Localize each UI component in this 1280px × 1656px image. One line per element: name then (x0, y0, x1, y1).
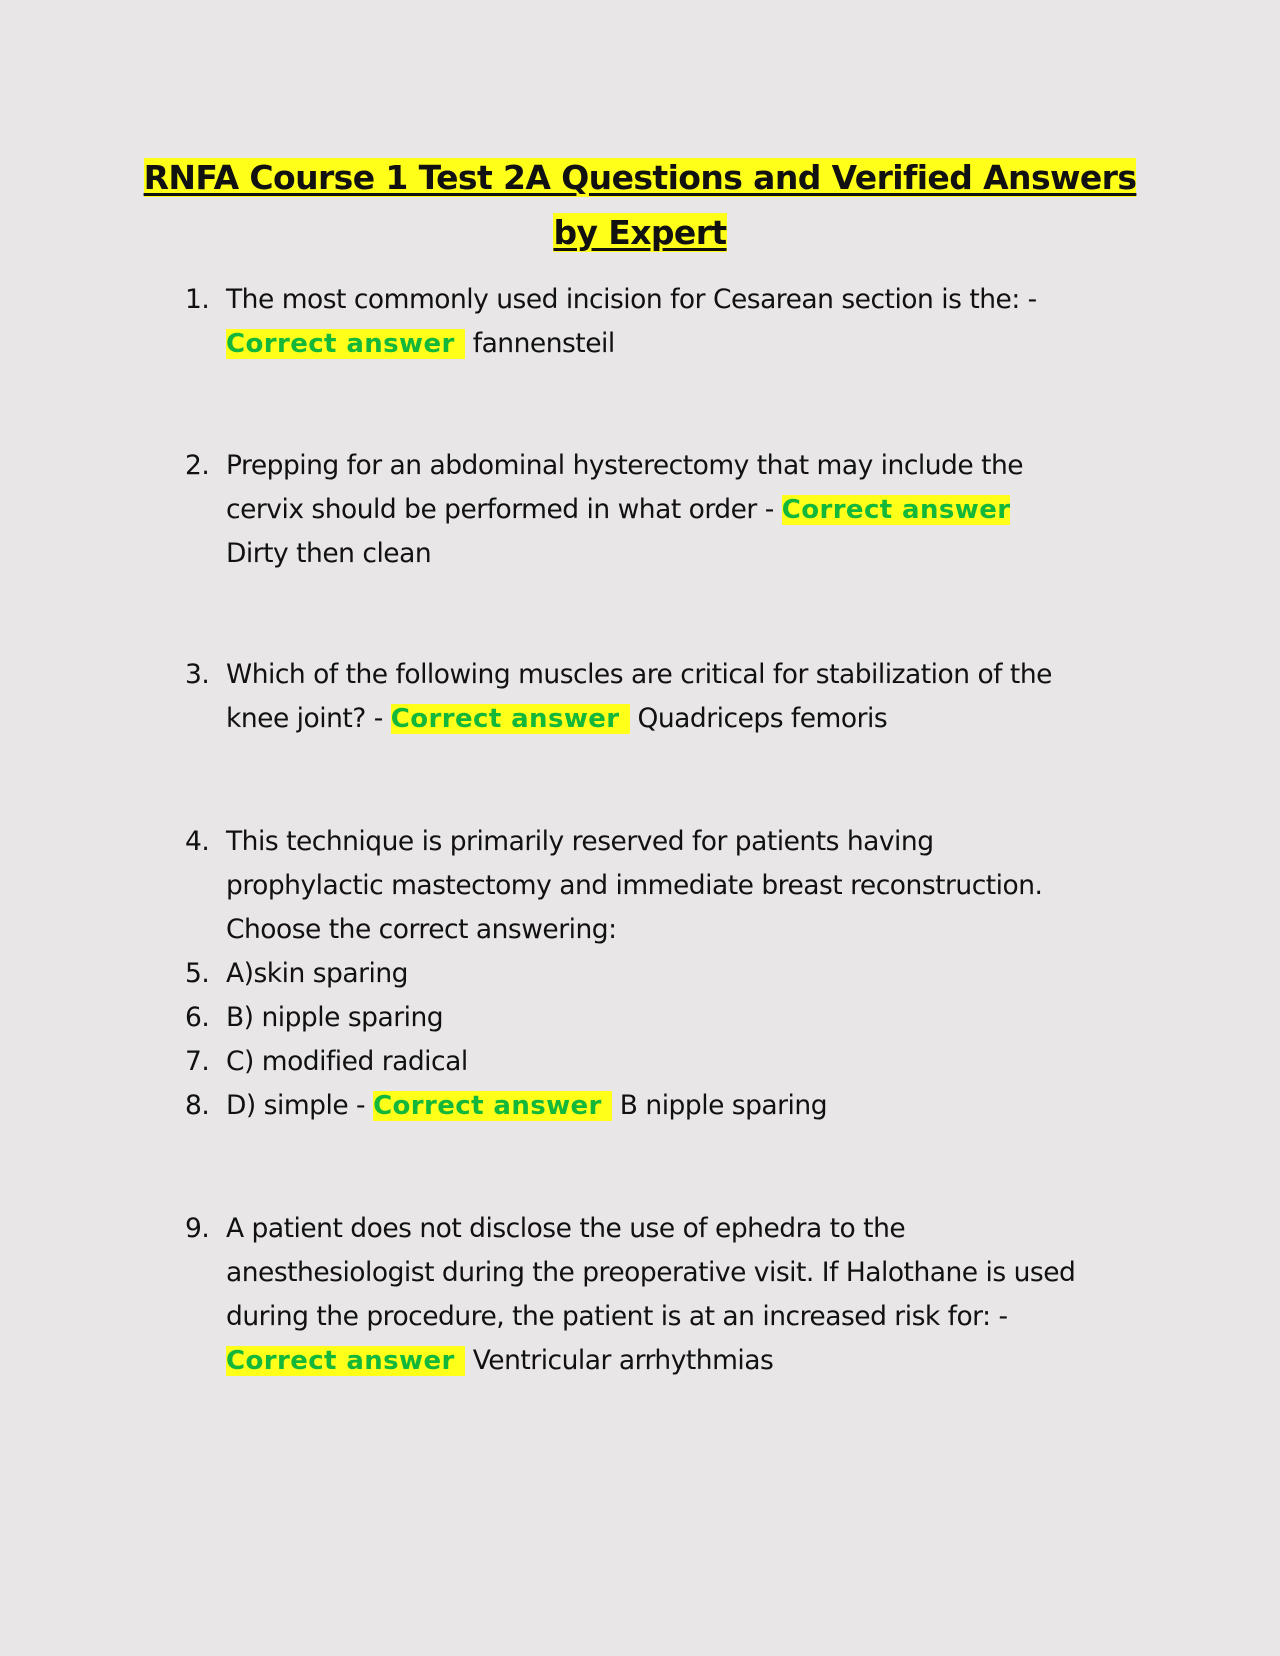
question-text: knee joint? - (226, 703, 383, 734)
question-number: 2. (185, 450, 210, 481)
answer-text: fannensteil (472, 328, 615, 359)
option-text: D) simple - (226, 1090, 366, 1121)
question-number: 3. (185, 659, 210, 690)
question-9 (185, 1207, 1145, 1383)
option-c (185, 1040, 1145, 1084)
option-d (185, 1084, 1145, 1128)
question-1 (185, 278, 1145, 366)
answer-text: Ventricular arrhythmias (472, 1345, 774, 1376)
question-4 (185, 820, 1145, 1128)
question-text: cervix should be performed in what order - (226, 494, 774, 525)
question-number: 9. (185, 1213, 210, 1244)
title-line-2: by Expert (553, 213, 727, 252)
question-number: 1. (185, 284, 210, 315)
option-a (185, 952, 1145, 996)
answer-text: B nipple sparing (619, 1090, 828, 1121)
option-b (185, 996, 1145, 1040)
correct-answer-label: Correct answer (226, 1346, 465, 1376)
option-text: B) nipple sparing (226, 1002, 444, 1033)
question-text: Which of the following muscles are critical for stabilization of the (226, 659, 1052, 690)
option-text: A)skin sparing (226, 958, 408, 989)
correct-answer-label: Correct answer (373, 1091, 612, 1121)
question-number: 5. (185, 958, 210, 989)
question-text: during the procedure, the patient is at an increased risk for: - (226, 1301, 1008, 1332)
option-text: C) modified radical (226, 1046, 468, 1077)
document-title (130, 150, 1150, 260)
question-text: prophylactic mastectomy and immediate breast reconstruction. (226, 870, 1043, 901)
question-number: 4. (185, 826, 210, 857)
question-2 (185, 444, 1145, 576)
correct-answer-label: Correct answer (781, 495, 1011, 525)
question-text: This technique is primarily reserved for patients having (226, 826, 934, 857)
question-text: Choose the correct answering: (226, 914, 617, 945)
question-text: The most commonly used incision for Cesarean section is the: - (226, 284, 1037, 315)
correct-answer-label: Correct answer (391, 704, 630, 734)
question-number: 7. (185, 1046, 210, 1077)
question-text: anesthesiologist during the preoperative visit. If Halothane is used (226, 1257, 1076, 1288)
question-text: A patient does not disclose the use of ephedra to the (226, 1213, 906, 1244)
question-number: 6. (185, 1002, 210, 1033)
correct-answer-label: Correct answer (226, 329, 465, 359)
question-number: 8. (185, 1090, 210, 1121)
answer-text: Dirty then clean (226, 538, 432, 569)
question-3 (185, 653, 1145, 741)
answer-text: Quadriceps femoris (637, 703, 888, 734)
question-text: Prepping for an abdominal hysterectomy that may include the (226, 450, 1024, 481)
title-line-1: RNFA Course 1 Test 2A Questions and Verified Answers (143, 158, 1137, 197)
